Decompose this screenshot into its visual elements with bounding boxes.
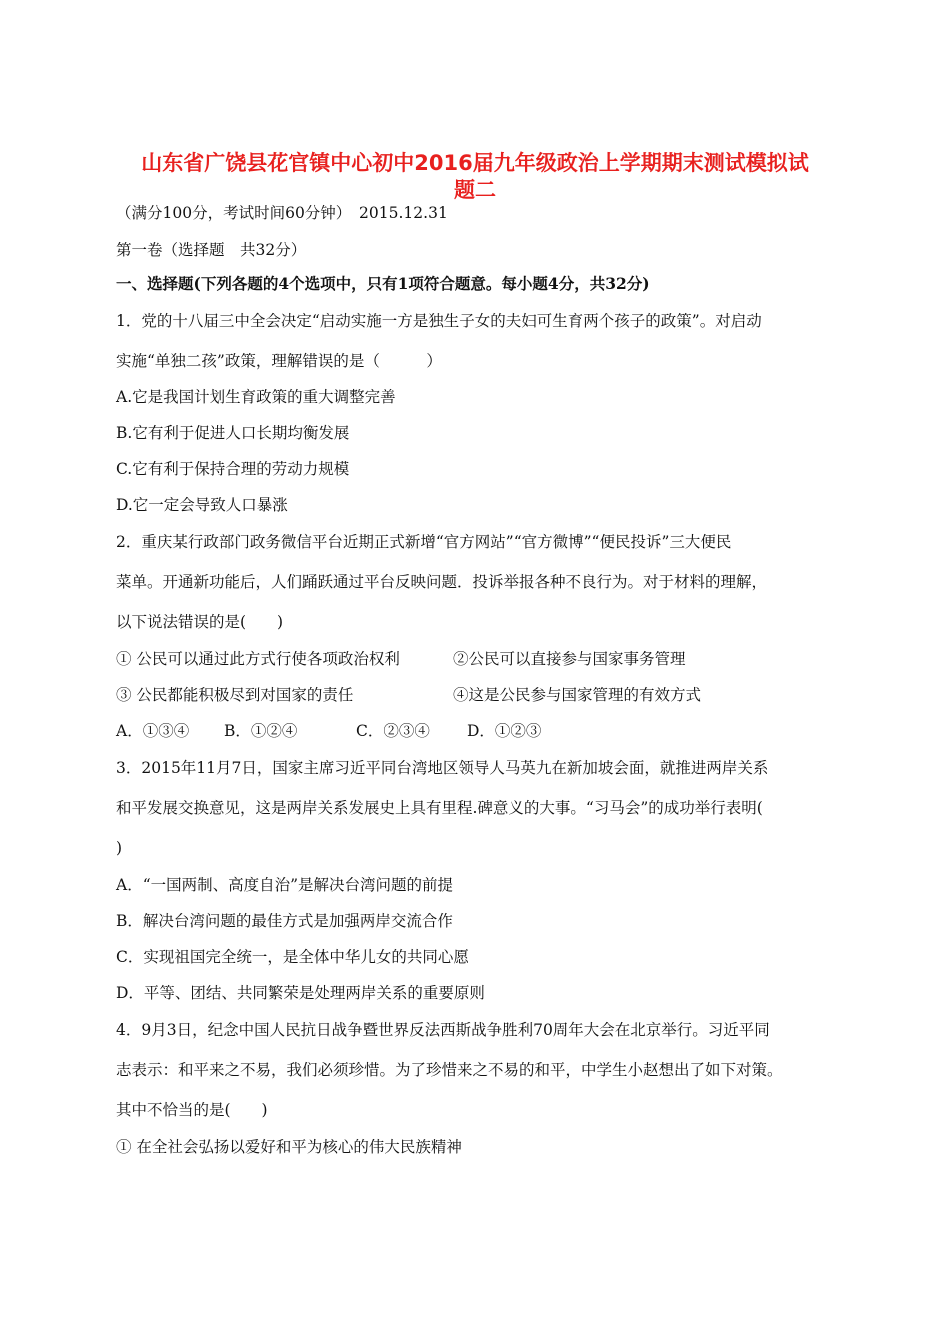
q2-statement-3: ③ 公民都能积极尽到对国家的责任 [116,686,354,704]
exam-meta: （满分100分，考试时间60分钟） 2015.12.31 [116,204,448,222]
q3-option-b: B．解决台湾问题的最佳方式是加强两岸交流合作 [116,912,453,930]
q4-statement-1: ① 在全社会弘扬以爱好和平为核心的伟大民族精神 [116,1138,462,1156]
q4-stem-line-2: 志表示：和平来之不易，我们必须珍惜。为了珍惜来之不易的和平，中学生小赵想出了如下对策。 [116,1061,783,1079]
section-instruction: 一、选择题(下列各题的4个选项中，只有1项符合题意。每小题4分，共32分) [116,274,650,293]
q3-stem-line-3: ) [116,839,123,857]
q1-stem-line-1: 1．党的十八届三中全会决定“启动实施一方是独生子女的夫妇可生育两个孩子的政策”。对启动 [116,312,762,330]
q1-option-b: B.它有利于促进人口长期均衡发展 [116,424,350,442]
q3-stem-line-2: 和平发展交换意见，这是两岸关系发展史上具有里程.碑意义的大事。“习马会”的成功举行表明( [116,799,763,817]
q4-stem-line-3: 其中不恰当的是( ) [116,1101,268,1119]
q1-option-d: D.它一定会导致人口暴涨 [116,496,288,514]
q2-choice-c: C．②③④ [356,722,430,740]
q2-statement-row-2 [116,685,836,705]
q1-option-a: A.它是我国计划生育政策的重大调整完善 [116,388,396,406]
q3-option-d: D．平等、团结、共同繁荣是处理两岸关系的重要原则 [116,984,485,1002]
q2-stem-line-3: 以下说法错误的是( ) [116,613,284,631]
q2-statement-1: ① 公民可以通过此方式行使各项政治权利 [116,650,400,668]
part-heading: 第一卷（选择题 共32分） [116,241,307,259]
q2-stem-line-1: 2．重庆某行政部门政务微信平台近期正式新增“官方网站”“官方微博”“便民投诉”三大便民 [116,533,732,551]
q2-stem-line-2: 菜单。开通新功能后，人们踊跃通过平台反映问题．投诉举报各种不良行为。对于材料的理解， [116,573,768,591]
q2-choice-b: B．①②④ [224,722,298,740]
q2-statement-2: ②公民可以直接参与国家事务管理 [453,650,686,668]
q2-statement-row-1 [116,649,836,669]
q2-choice-d: D．①②③ [467,722,542,740]
q3-option-c: C．实现祖国完全统一，是全体中华儿女的共同心愿 [116,948,469,966]
q3-option-a: A．“一国两制、高度自治”是解决台湾问题的前提 [116,876,454,894]
q2-statement-4: ④这是公民参与国家管理的有效方式 [453,686,702,704]
q3-stem-line-1: 3．2015年11月7日，国家主席习近平同台湾地区领导人马英九在新加坡会面，就推进两岸关系 [116,759,769,777]
document-title-line-2: 题二 [454,178,496,202]
q1-option-c: C.它有利于保持合理的劳动力规模 [116,460,350,478]
document-title-line-1: 山东省广饶县花官镇中心初中2016届九年级政治上学期期末测试模拟试 [141,151,809,175]
q1-stem-line-2: 实施“单独二孩”政策，理解错误的是（ ） [116,352,442,370]
q2-choice-a: A．①③④ [116,722,190,740]
q4-stem-line-1: 4．9月3日，纪念中国人民抗日战争暨世界反法西斯战争胜利70周年大会在北京举行。习近平同 [116,1021,770,1039]
